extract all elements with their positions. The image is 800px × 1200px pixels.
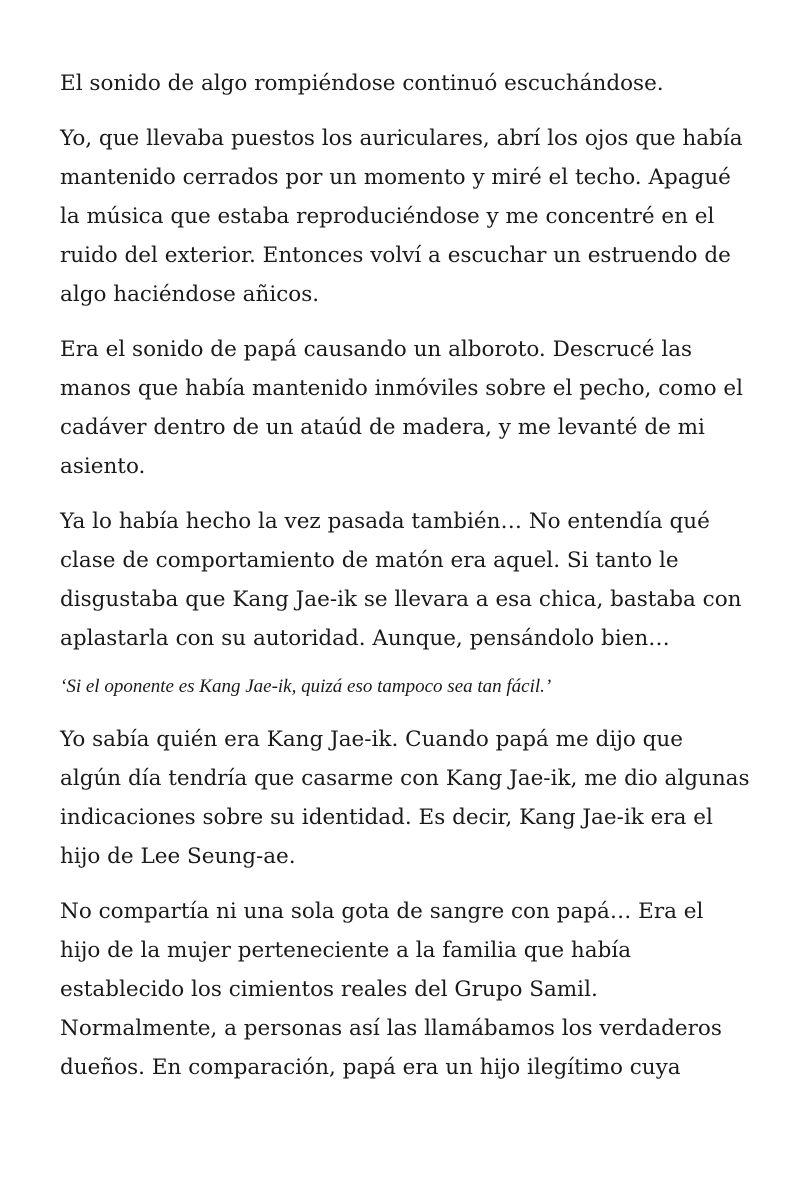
paragraph: Era el sonido de papá causando un alboroto. Descrucé las manos que había mantenido inmóviles sobre el pecho, como el cadáver dentro de un ataúd de madera, y me levanté de mi asiento.: [60, 337, 743, 479]
document-page: [60, 64, 750, 1103]
paragraph: Yo sabía quién era Kang Jae-ik. Cuando papá me dijo que algún día tendría que casarme con Kang Jae-ik, me dio algunas indicaciones sobre su identidad. Es decir, Kang Jae-ik era el hijo de Lee Seung-ae.: [60, 727, 750, 869]
paragraph: Ya lo había hecho la vez pasada también… No entendía qué clase de comportamiento de matón era aquel. Si tanto le disgustaba que Kang Jae-ik se llevara a esa chica, bastaba con aplastarla con su autoridad. Aunque, pensándolo bien…: [60, 509, 742, 651]
paragraph: El sonido de algo rompiéndose continuó escuchándose.: [60, 71, 664, 96]
paragraph: No compartía ni una sola gota de sangre con papá… Era el hijo de la mujer perteneciente a la familia que había establecido los cimientos reales del Grupo Samil. Normalmente, a personas así las llamábamos los verdaderos dueños. En comparación, papá era un hijo ilegítimo cuya: [60, 899, 722, 1080]
paragraph: Yo, que llevaba puestos los auriculares, abrí los ojos que había mantenido cerrados por un momento y miré el techo. Apagué la música que estaba reproduciéndose y me concentré en el ruido del exterior. Entonces volví a escuchar un estruendo de algo haciéndose añicos.: [60, 126, 743, 307]
inner-thought-paragraph: ‘Si el oponente es Kang Jae-ik, quizá eso tampoco sea tan fácil.’: [60, 676, 552, 697]
